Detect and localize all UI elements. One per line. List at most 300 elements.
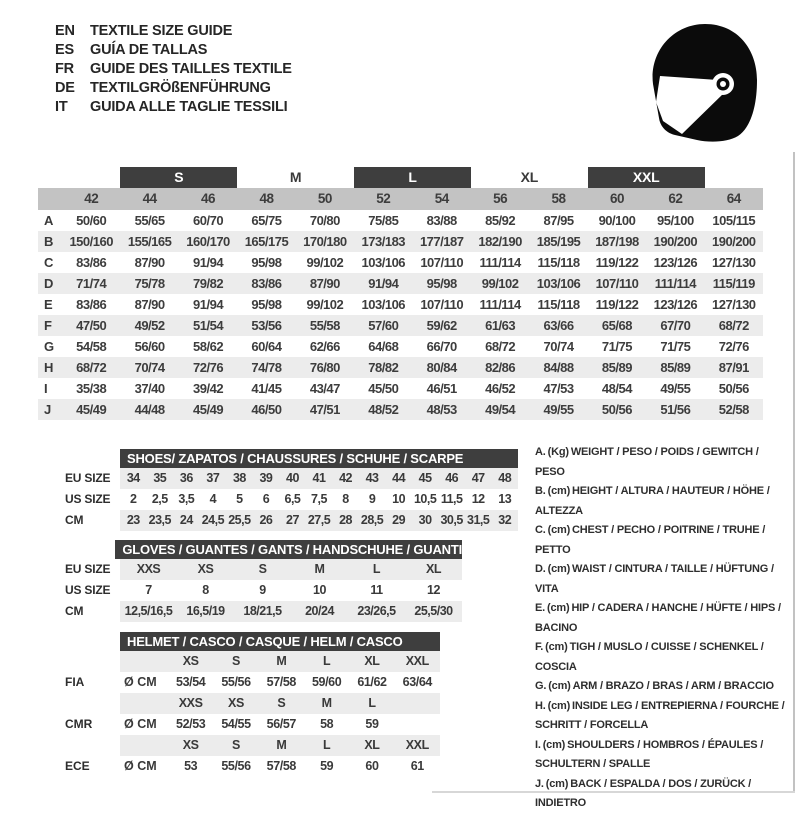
standard-label: ECE [65, 759, 90, 773]
size-value-cell: 70/74 [543, 339, 574, 354]
size-value-cell: 76/80 [309, 360, 340, 375]
guide-title: TEXTILE SIZE GUIDE [90, 22, 233, 39]
row-cells [120, 601, 462, 622]
size-value-cell: 107/110 [420, 297, 464, 312]
helmet-size-header-cell: L [323, 654, 331, 668]
glove-size-cell: XXS [136, 562, 161, 576]
row-cells [120, 510, 518, 531]
guide-title: GUIDA ALLE TAGLIE TESSILI [90, 98, 288, 115]
legend-text: ARM / BRAZO / BRAS / ARM / BRACCIO [572, 680, 774, 692]
size-value-cell: 56/60 [134, 339, 165, 354]
shoes-section-header [38, 449, 518, 468]
size-value-cell: 87/90 [134, 297, 165, 312]
label-gutter [38, 449, 120, 468]
shoes-table-row [38, 489, 518, 510]
size-number-header-cell: 58 [551, 191, 566, 206]
size-value-cell: 48/53 [426, 402, 457, 417]
size-value-cell: 62/66 [309, 339, 340, 354]
size-value-cell: 80/84 [426, 360, 457, 375]
shoe-size-cell: 10 [392, 492, 406, 506]
label-gutter [38, 540, 115, 559]
legend-text: WEIGHT / PESO / POIDS / GEWITCH / PESO [535, 446, 759, 478]
size-value-cell: 190/200 [712, 234, 756, 249]
shoes-table-body [38, 468, 518, 531]
row-label: US SIZE [65, 492, 111, 506]
size-value-cell: 70/80 [309, 213, 340, 228]
helmet-size-value-cell: 58 [320, 717, 334, 731]
helmet-size-value-cell: 56/57 [266, 717, 296, 731]
language-code: EN [55, 22, 75, 39]
size-value-cell: 103/106 [361, 255, 406, 270]
size-value-cell: 57/60 [368, 318, 399, 333]
shoe-size-cell: 4 [209, 492, 217, 506]
size-group-xl: XL [520, 169, 539, 185]
glove-size-cell: XL [426, 562, 441, 576]
legend-key: C. [535, 524, 546, 536]
shoe-size-cell: 10,5 [413, 492, 437, 506]
row-label: CM [65, 513, 84, 527]
helmet-values-row [38, 672, 440, 693]
helmet-standard-block [38, 735, 440, 777]
size-value-cell: 37/40 [134, 381, 165, 396]
standard-label-spacer [38, 735, 120, 756]
size-value-cell: 35/38 [76, 381, 107, 396]
size-value-cell: 95/100 [656, 213, 694, 228]
size-value-cell: 107/110 [420, 255, 464, 270]
legend-text: WAIST / CINTURA / TAILLE / HÜFTUNG / VITA [535, 563, 774, 595]
legend-text: SHOULDERS / HOMBROS / ÉPAULES / SCHULTERN / SPALLE [535, 738, 764, 770]
size-value-cell: 44/48 [134, 402, 165, 417]
shoe-size-cell: 37 [206, 471, 220, 485]
helmet-size-value-cell: 55/56 [221, 759, 251, 773]
size-value-cell: 72/76 [193, 360, 224, 375]
gloves-section-header [38, 540, 462, 559]
gloves-table-body [38, 559, 462, 622]
helmet-size-value-cell [395, 714, 440, 735]
size-value-cell: 47/53 [543, 381, 574, 396]
size-value-cell: 49/55 [543, 402, 574, 417]
row-cells [120, 714, 440, 735]
helmet-size-value-cell: 53/54 [176, 675, 206, 689]
legend-unit: (cm) [547, 699, 571, 712]
legend-item [535, 697, 791, 736]
size-value-cell: 50/56 [718, 381, 749, 396]
language-title-row [55, 40, 292, 59]
legend-key: A. [535, 446, 546, 458]
size-value-cell: 60/64 [251, 339, 282, 354]
legend-unit: (cm) [547, 524, 571, 536]
glove-size-cell: 12 [427, 583, 440, 597]
glove-size-cell: 20/24 [305, 604, 334, 618]
shoes-table-row [38, 510, 518, 531]
gloves-size-section [38, 540, 462, 622]
size-value-cell: 119/122 [595, 255, 639, 270]
size-value-cell: 85/92 [485, 213, 516, 228]
header-spacer-cell [38, 188, 62, 210]
helmet-size-value-cell: 61 [410, 759, 424, 773]
helmet-size-value-cell: 55/56 [221, 675, 251, 689]
standard-label: FIA [65, 675, 85, 689]
size-value-cell: 71/74 [76, 276, 107, 291]
shoe-size-cell: 27 [286, 513, 299, 527]
row-cells [120, 580, 462, 601]
size-value-cell: 83/86 [76, 297, 107, 312]
row-cells [120, 693, 440, 714]
helmet-size-header-cell: XXL [405, 738, 429, 752]
size-value-cell: 45/50 [368, 381, 399, 396]
shoes-size-section [38, 449, 518, 531]
size-value-cell: 99/102 [306, 297, 344, 312]
helmet-size-header-cell: XS [182, 738, 199, 752]
size-group-xxl: XXL [588, 167, 705, 188]
diameter-unit-label: Ø CM [124, 675, 157, 689]
language-title-row [55, 21, 292, 40]
shoe-size-cell: 40 [286, 471, 299, 485]
size-value-cell: 185/195 [536, 234, 581, 249]
racing-helmet-icon [645, 22, 761, 142]
row-cells [120, 651, 440, 672]
shoe-size-cell: 46 [445, 471, 459, 485]
shoe-size-cell: 38 [232, 471, 246, 485]
size-value-cell: 78/82 [368, 360, 399, 375]
size-value-cell: 95/98 [426, 276, 457, 291]
size-value-cell: 55/65 [134, 213, 165, 228]
helmet-table-body [38, 651, 440, 777]
size-value-cell: 91/94 [368, 276, 399, 291]
size-value-cell: 74/78 [251, 360, 282, 375]
row-cells [120, 735, 440, 756]
textile-table-row [38, 231, 763, 252]
gloves-section-title: GLOVES / GUANTES / GANTS / HANDSCHUHE / GUANTI [115, 540, 462, 559]
size-value-cell: 103/106 [536, 276, 581, 291]
row-label: CM [65, 604, 84, 618]
size-value-cell: 50/56 [601, 402, 632, 417]
shoe-size-cell: 42 [339, 471, 352, 485]
helmet-size-header-cell: XL [364, 738, 380, 752]
size-value-cell: 67/70 [660, 318, 691, 333]
glove-size-cell: 16,5/19 [186, 604, 225, 618]
size-value-cell: 95/98 [251, 297, 282, 312]
size-value-cell: 105/115 [712, 213, 756, 228]
shoe-size-cell: 30,5 [440, 513, 463, 527]
shoe-size-cell: 26 [259, 513, 273, 527]
size-value-cell: 103/106 [361, 297, 406, 312]
textile-table-row [38, 378, 763, 399]
size-value-cell: 190/200 [653, 234, 698, 249]
size-value-cell: 51/56 [660, 402, 691, 417]
size-value-cell: 83/86 [251, 276, 282, 291]
size-value-cell: 115/118 [537, 255, 580, 270]
helmet-size-header-cell: M [276, 654, 287, 668]
size-value-cell: 45/49 [193, 402, 224, 417]
size-value-cell: 187/198 [595, 234, 639, 249]
textile-table-row [38, 294, 763, 315]
legend-key: F. [535, 641, 544, 653]
helmet-size-header-cell: M [321, 696, 332, 710]
size-number-header-cell: 56 [493, 191, 508, 206]
size-value-cell: 46/50 [251, 402, 282, 417]
standard-label: CMR [65, 717, 93, 731]
size-value-cell: 111/114 [479, 255, 521, 270]
helmet-sizes-row [38, 693, 440, 714]
row-label: EU SIZE [65, 471, 111, 485]
size-value-cell: 64/68 [368, 339, 399, 354]
size-value-cell: 150/160 [69, 234, 113, 249]
helmet-size-value-cell: 52/53 [176, 717, 206, 731]
size-value-cell: 47/51 [309, 402, 340, 417]
size-value-cell: 79/82 [193, 276, 224, 291]
textile-table-row [38, 252, 763, 273]
row-letter: G [44, 339, 55, 354]
page-edge-line-bottom [432, 791, 795, 793]
helmet-size-value-cell: 60 [365, 759, 379, 773]
size-value-cell: 87/90 [309, 276, 340, 291]
legend-text: INSIDE LEG / ENTREPIERNA / FOURCHE / SCHRITT / FORCELLA [535, 699, 785, 731]
glove-size-cell: 11 [370, 583, 383, 597]
size-value-cell: 85/89 [601, 360, 632, 375]
size-value-cell: 84/88 [543, 360, 574, 375]
size-number-header-cell: 54 [434, 191, 449, 206]
size-value-cell: 49/55 [660, 381, 691, 396]
helmet-standard-block [38, 693, 440, 735]
page-edge-line-right [793, 152, 795, 793]
shoe-size-cell: 23 [126, 513, 140, 527]
legend-item [535, 638, 791, 677]
row-letter: A [44, 213, 54, 228]
size-number-header-cell: 50 [317, 191, 332, 206]
size-value-cell: 99/102 [481, 276, 519, 291]
shoe-size-cell: 45 [418, 471, 432, 485]
size-value-cell: 71/75 [660, 339, 691, 354]
size-value-cell: 75/78 [134, 276, 165, 291]
size-value-cell: 90/100 [598, 213, 636, 228]
helmet-size-header-cell: XXS [178, 696, 203, 710]
size-value-cell: 87/95 [543, 213, 574, 228]
size-value-cell: 54/58 [76, 339, 107, 354]
size-value-cell: 165/175 [244, 234, 289, 249]
size-value-cell: 111/114 [654, 276, 697, 291]
legend-text: TIGH / MUSLO / CUISSE / SCHENKEL / COSCIA [535, 641, 764, 673]
size-value-cell: 115/118 [537, 297, 580, 312]
size-value-cell: 72/76 [718, 339, 749, 354]
diameter-unit-label: Ø CM [124, 759, 157, 773]
size-number-header-cell: 62 [668, 191, 683, 206]
legend-key: G. [535, 680, 547, 692]
size-value-cell: 49/52 [134, 318, 165, 333]
helmet-size-header-cell: L [368, 696, 376, 710]
legend-item [535, 521, 791, 560]
language-code: DE [55, 79, 75, 96]
glove-size-cell: 23/26,5 [357, 604, 396, 618]
shoe-size-cell: 2,5 [151, 492, 168, 506]
measurement-legend [535, 443, 791, 814]
size-group-m: M [289, 169, 302, 185]
shoe-size-cell: 9 [368, 492, 376, 506]
legend-unit: (cm) [545, 777, 569, 790]
size-value-cell: 111/114 [479, 297, 521, 312]
size-value-cell: 61/63 [485, 318, 516, 333]
size-value-cell: 46/51 [426, 381, 457, 396]
legend-item [535, 677, 791, 697]
shoe-size-cell: 3,5 [178, 492, 195, 506]
glove-size-cell: L [372, 562, 381, 576]
helmet-size-value-cell: 53 [184, 759, 198, 773]
helmet-size-header-cell: S [277, 696, 286, 710]
size-value-cell: 173/183 [361, 234, 406, 249]
size-value-cell: 155/165 [127, 234, 172, 249]
glove-size-cell: 12,5/16,5 [124, 604, 173, 618]
legend-item [535, 775, 791, 814]
size-value-cell: 41/45 [251, 381, 282, 396]
size-value-cell: 70/74 [134, 360, 165, 375]
shoe-size-cell: 41 [312, 471, 326, 485]
size-value-cell: 123/126 [653, 255, 698, 270]
size-value-cell: 58/62 [193, 339, 224, 354]
glove-size-cell: S [258, 562, 267, 576]
gloves-table-row [38, 559, 462, 580]
glove-size-cell: 8 [202, 583, 209, 597]
legend-text: BACK / ESPALDA / DOS / ZURÜCK / INDIETRO [535, 777, 752, 809]
shoe-size-cell: 34 [126, 471, 140, 485]
unit-spacer [120, 651, 168, 672]
helmet-size-header-cell: M [276, 738, 287, 752]
diameter-unit-label: Ø CM [124, 717, 157, 731]
row-cells [120, 489, 518, 510]
size-value-cell: 85/89 [660, 360, 691, 375]
textile-table-row [38, 336, 763, 357]
standard-label-spacer [38, 651, 120, 672]
row-cells [120, 559, 462, 580]
shoe-size-cell: 13 [498, 492, 512, 506]
legend-text: CHEST / PECHO / POITRINE / TRUHE / PETTO [535, 524, 766, 556]
helmet-size-value-cell: 57/58 [266, 675, 296, 689]
helmet-size-header-cell [395, 693, 440, 714]
size-value-cell: 107/110 [595, 276, 639, 291]
size-value-cell: 60/70 [193, 213, 224, 228]
shoe-size-cell: 47 [471, 471, 485, 485]
size-value-cell: 43/47 [309, 381, 340, 396]
size-value-cell: 75/85 [368, 213, 399, 228]
guide-title: GUIDE DES TAILLES TEXTILE [90, 60, 292, 77]
legend-item [535, 560, 791, 599]
size-value-cell: 48/52 [368, 402, 399, 417]
textile-size-table [38, 167, 763, 420]
glove-size-cell: 10 [313, 583, 326, 597]
row-cells [120, 468, 518, 489]
shoe-size-cell: 6,5 [284, 492, 301, 506]
row-letter: C [44, 255, 54, 270]
size-value-cell: 50/60 [76, 213, 107, 228]
helmet-size-section [38, 632, 440, 777]
row-letter: E [44, 297, 53, 312]
guide-title: GUÍA DE TALLAS [90, 41, 208, 58]
size-value-cell: 63/66 [543, 318, 574, 333]
size-number-header-cell: 52 [376, 191, 391, 206]
textile-table-row [38, 273, 763, 294]
helmet-size-header-cell: XL [364, 654, 380, 668]
size-value-cell: 68/72 [76, 360, 107, 375]
legend-key: D. [535, 563, 546, 575]
size-group-s: S [120, 167, 237, 188]
legend-unit: (cm) [545, 641, 568, 653]
language-title-row [55, 59, 292, 78]
shoe-size-cell: 28 [339, 513, 352, 527]
shoe-size-cell: 27,5 [307, 513, 331, 527]
shoe-size-cell: 2 [130, 492, 137, 506]
shoe-size-cell: 43 [365, 471, 379, 485]
size-value-cell: 119/122 [595, 297, 639, 312]
gloves-table-row [38, 580, 462, 601]
row-cells [120, 672, 440, 693]
size-group-header-row [38, 167, 763, 188]
helmet-size-header-cell: S [232, 738, 240, 752]
size-value-cell: 177/187 [419, 234, 464, 249]
helmet-size-header-cell: XS [182, 654, 199, 668]
gloves-table-row [38, 601, 462, 622]
row-letter: F [44, 318, 52, 333]
row-letter: I [44, 381, 48, 396]
size-value-cell: 65/75 [251, 213, 282, 228]
size-value-cell: 48/54 [601, 381, 632, 396]
helmet-values-row [38, 714, 440, 735]
helmet-size-value-cell: 59/60 [312, 675, 342, 689]
size-value-cell: 87/90 [134, 255, 165, 270]
legend-key: E. [535, 602, 545, 614]
shoe-size-cell: 5 [236, 492, 243, 506]
size-value-cell: 65/68 [601, 318, 632, 333]
glove-size-cell: M [314, 562, 325, 576]
size-value-cell: 52/58 [718, 402, 749, 417]
size-value-cell: 53/56 [251, 318, 282, 333]
helmet-size-value-cell: 59 [320, 759, 334, 773]
shoe-size-cell: 25,5 [228, 513, 251, 527]
shoe-size-cell: 39 [259, 471, 273, 485]
size-number-header-cell: 42 [84, 191, 99, 206]
textile-table-row [38, 399, 763, 420]
standard-label-spacer [38, 693, 120, 714]
language-title-row [55, 78, 292, 97]
textile-table-row [38, 210, 763, 231]
size-value-cell: 66/70 [426, 339, 457, 354]
shoe-size-cell: 7,5 [311, 492, 327, 506]
size-value-cell: 95/98 [251, 255, 282, 270]
language-code: ES [55, 41, 74, 58]
size-value-cell: 87/91 [718, 360, 749, 375]
shoe-size-cell: 32 [498, 513, 512, 527]
size-value-cell: 39/42 [193, 381, 224, 396]
shoe-size-cell: 30 [418, 513, 432, 527]
size-value-cell: 82/86 [485, 360, 516, 375]
textile-table-row [38, 357, 763, 378]
helmet-size-header-cell: L [323, 738, 331, 752]
unit-spacer [120, 693, 168, 714]
legend-text: HEIGHT / ALTURA / HAUTEUR / HÖHE / ALTEZZA [535, 485, 770, 517]
shoe-size-cell: 44 [392, 471, 406, 485]
size-value-cell: 91/94 [193, 297, 224, 312]
size-value-cell: 127/130 [712, 297, 756, 312]
size-value-cell: 127/130 [712, 255, 756, 270]
size-value-cell: 51/54 [193, 318, 224, 333]
glove-size-cell: 18/21,5 [243, 604, 282, 618]
size-value-cell: 71/75 [601, 339, 632, 354]
helmet-size-value-cell: 61/62 [357, 675, 387, 689]
legend-key: B. [535, 485, 546, 497]
helmet-section-header [38, 632, 440, 651]
shoe-size-cell: 48 [498, 471, 512, 485]
helmet-sizes-row [38, 735, 440, 756]
helmet-size-value-cell: 57/58 [266, 759, 296, 773]
size-value-cell: 68/72 [485, 339, 516, 354]
